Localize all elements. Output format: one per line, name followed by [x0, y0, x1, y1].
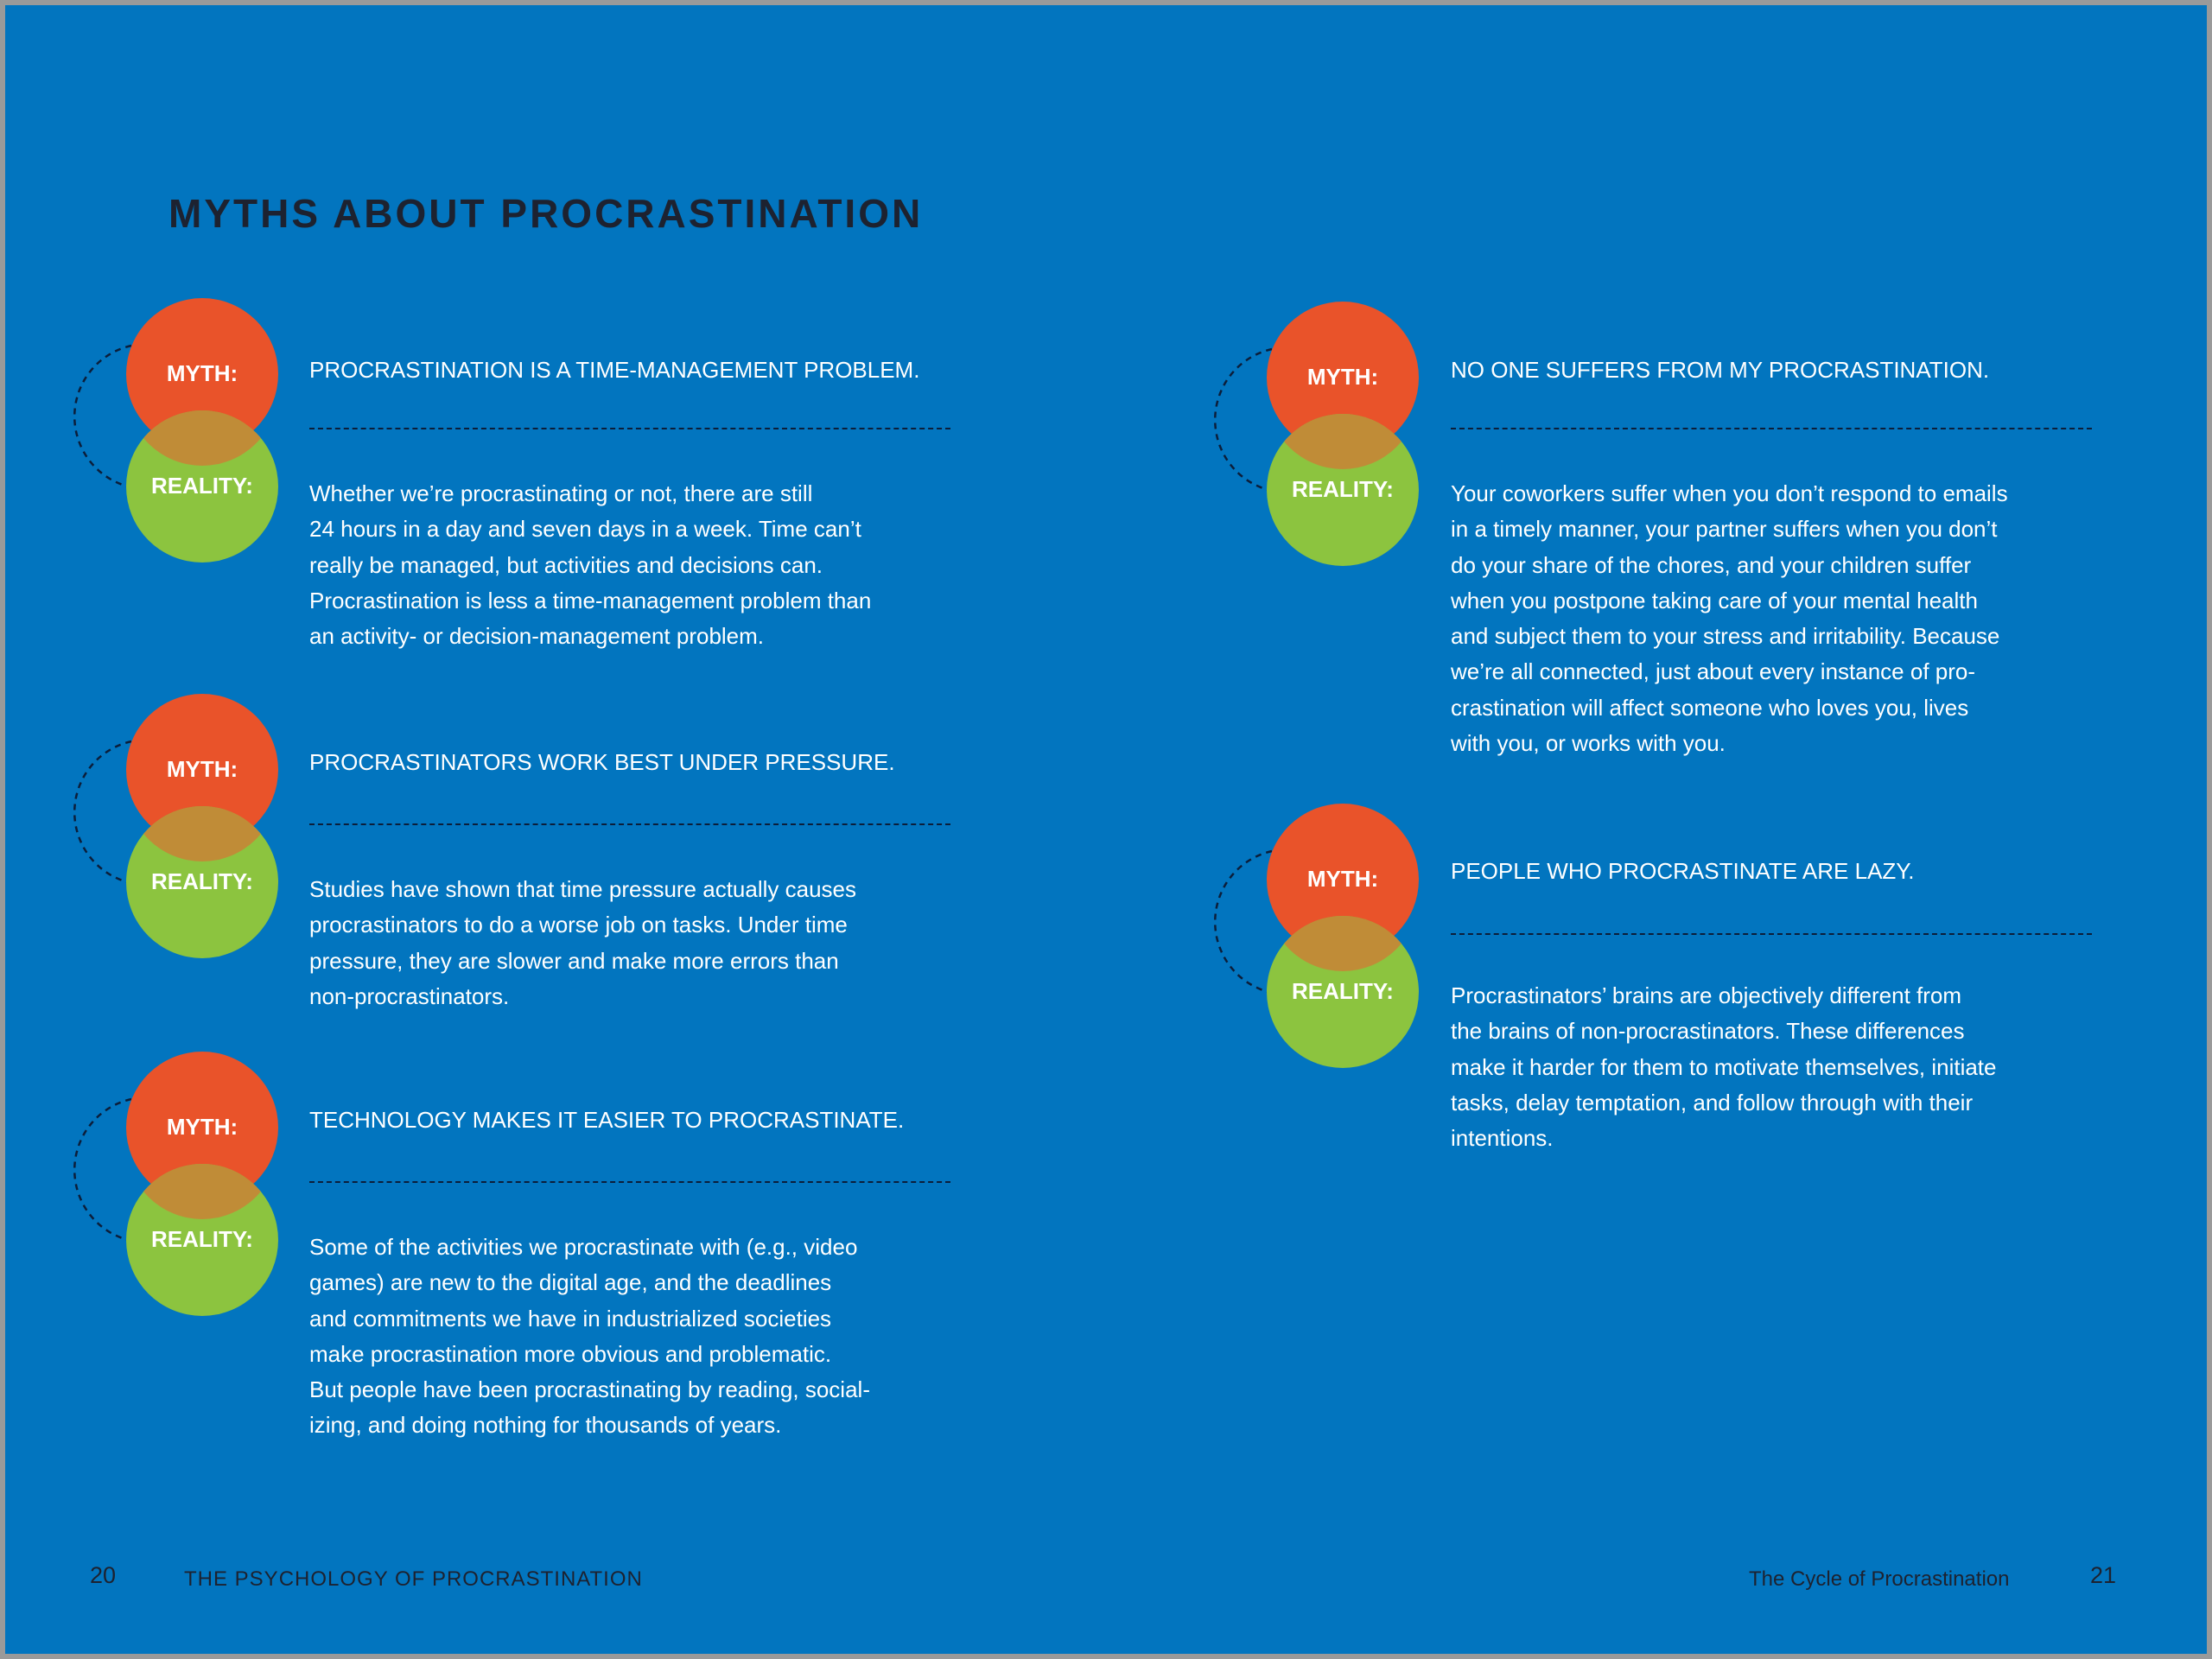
reality-line: when you postpone taking care of your mental health — [1451, 587, 1978, 613]
myth-statement: TECHNOLOGY MAKES IT EASIER TO PROCRASTINATE. — [309, 1107, 905, 1133]
page-title: MYTHS ABOUT PROCRASTINATION — [168, 191, 924, 236]
reality-line: tasks, delay temptation, and follow through with their — [1451, 1089, 1974, 1116]
reality-label: REALITY: — [151, 473, 253, 499]
reality-line: Procrastination is less a time-management problem than — [309, 587, 872, 613]
reality-line: procrastinators to do a worse job on tasks. Under time — [309, 912, 848, 938]
myth-label: MYTH: — [1306, 866, 1379, 892]
reality-line: non-procrastinators. — [309, 982, 510, 1009]
reality-line: crastination will affect someone who loves you, lives — [1451, 694, 1969, 721]
dashed-divider — [309, 1181, 950, 1183]
reality-label: REALITY: — [1292, 476, 1394, 502]
right-running-head: The Cycle of Procrastination — [1749, 1567, 2010, 1591]
dashed-divider — [309, 823, 950, 825]
reality-line: the brains of non-procrastinators. These differences — [1451, 1018, 1965, 1045]
reality-line: with you, or works with you. — [1451, 730, 1726, 757]
reality-label: REALITY: — [1292, 978, 1394, 1004]
reality-label: REALITY: — [151, 868, 253, 894]
reality-explanation — [309, 1230, 957, 1444]
myth-statement: PROCRASTINATION IS A TIME-MANAGEMENT PROBLEM. — [309, 357, 920, 383]
reality-line: pressure, they are slower and make more errors than — [309, 947, 839, 974]
myth-statement: NO ONE SUFFERS FROM MY PROCRASTINATION. — [1451, 357, 1990, 383]
reality-line: Your coworkers suffer when you don’t respond to emails — [1451, 480, 2008, 506]
myth-label: MYTH: — [166, 360, 238, 386]
dashed-divider — [309, 428, 950, 429]
reality-line: intentions. — [1451, 1125, 1554, 1152]
right-page-number: 21 — [2090, 1562, 2117, 1588]
reality-explanation — [309, 476, 957, 654]
reality-explanation — [309, 872, 957, 1014]
book-spread — [5, 5, 2207, 1654]
reality-line: make procrastination more obvious and problematic. — [309, 1340, 832, 1367]
left-running-head: THE PSYCHOLOGY OF PROCRASTINATION — [184, 1567, 643, 1591]
myth-label: MYTH: — [166, 1114, 238, 1140]
dashed-arc-connector — [1185, 849, 1276, 995]
reality-line: we’re all connected, just about every instance of pro- — [1451, 658, 1976, 685]
reality-line: make it harder for them to motivate themselves, initiate — [1451, 1053, 1997, 1080]
reality-label: REALITY: — [151, 1226, 253, 1252]
reality-line: Procrastinators’ brains are objectively different from — [1451, 982, 1962, 1008]
reality-line: 24 hours in a day and seven days in a week. Time can’t — [309, 516, 861, 543]
reality-line: Whether we’re procrastinating or not, there are still — [309, 480, 813, 506]
dashed-arc-connector — [1185, 347, 1276, 493]
reality-line: do your share of the chores, and your children suffer — [1451, 551, 1972, 578]
left-page-number: 20 — [90, 1562, 117, 1588]
dashed-divider — [1451, 428, 2092, 429]
reality-line: Studies have shown that time pressure actually causes — [309, 876, 857, 902]
myth-label: MYTH: — [166, 756, 238, 782]
reality-line: and commitments we have in industrialized societies — [309, 1305, 832, 1332]
reality-line: in a timely manner, your partner suffers when you don’t — [1451, 516, 1998, 543]
reality-line: an activity- or decision-management problem. — [309, 623, 765, 650]
dashed-arc-connector — [45, 344, 136, 489]
dashed-arc-connector — [45, 740, 136, 885]
reality-line: really be managed, but activities and decisions can. — [309, 551, 823, 578]
reality-line: izing, and doing nothing for thousands of years. — [309, 1412, 782, 1439]
myth-statement: PROCRASTINATORS WORK BEST UNDER PRESSURE. — [309, 749, 895, 775]
myth-label: MYTH: — [1306, 364, 1379, 390]
reality-explanation — [1451, 978, 2099, 1156]
reality-line: But people have been procrastinating by reading, social- — [309, 1376, 870, 1403]
reality-line: games) are new to the digital age, and the deadlines — [309, 1269, 832, 1296]
dashed-divider — [1451, 933, 2092, 935]
dashed-arc-connector — [45, 1097, 136, 1243]
myth-statement: PEOPLE WHO PROCRASTINATE ARE LAZY. — [1451, 858, 1915, 884]
reality-explanation — [1451, 476, 2099, 761]
reality-line: and subject them to your stress and irritability. Because — [1451, 623, 2000, 650]
reality-line: Some of the activities we procrastinate with (e.g., video — [309, 1234, 858, 1260]
